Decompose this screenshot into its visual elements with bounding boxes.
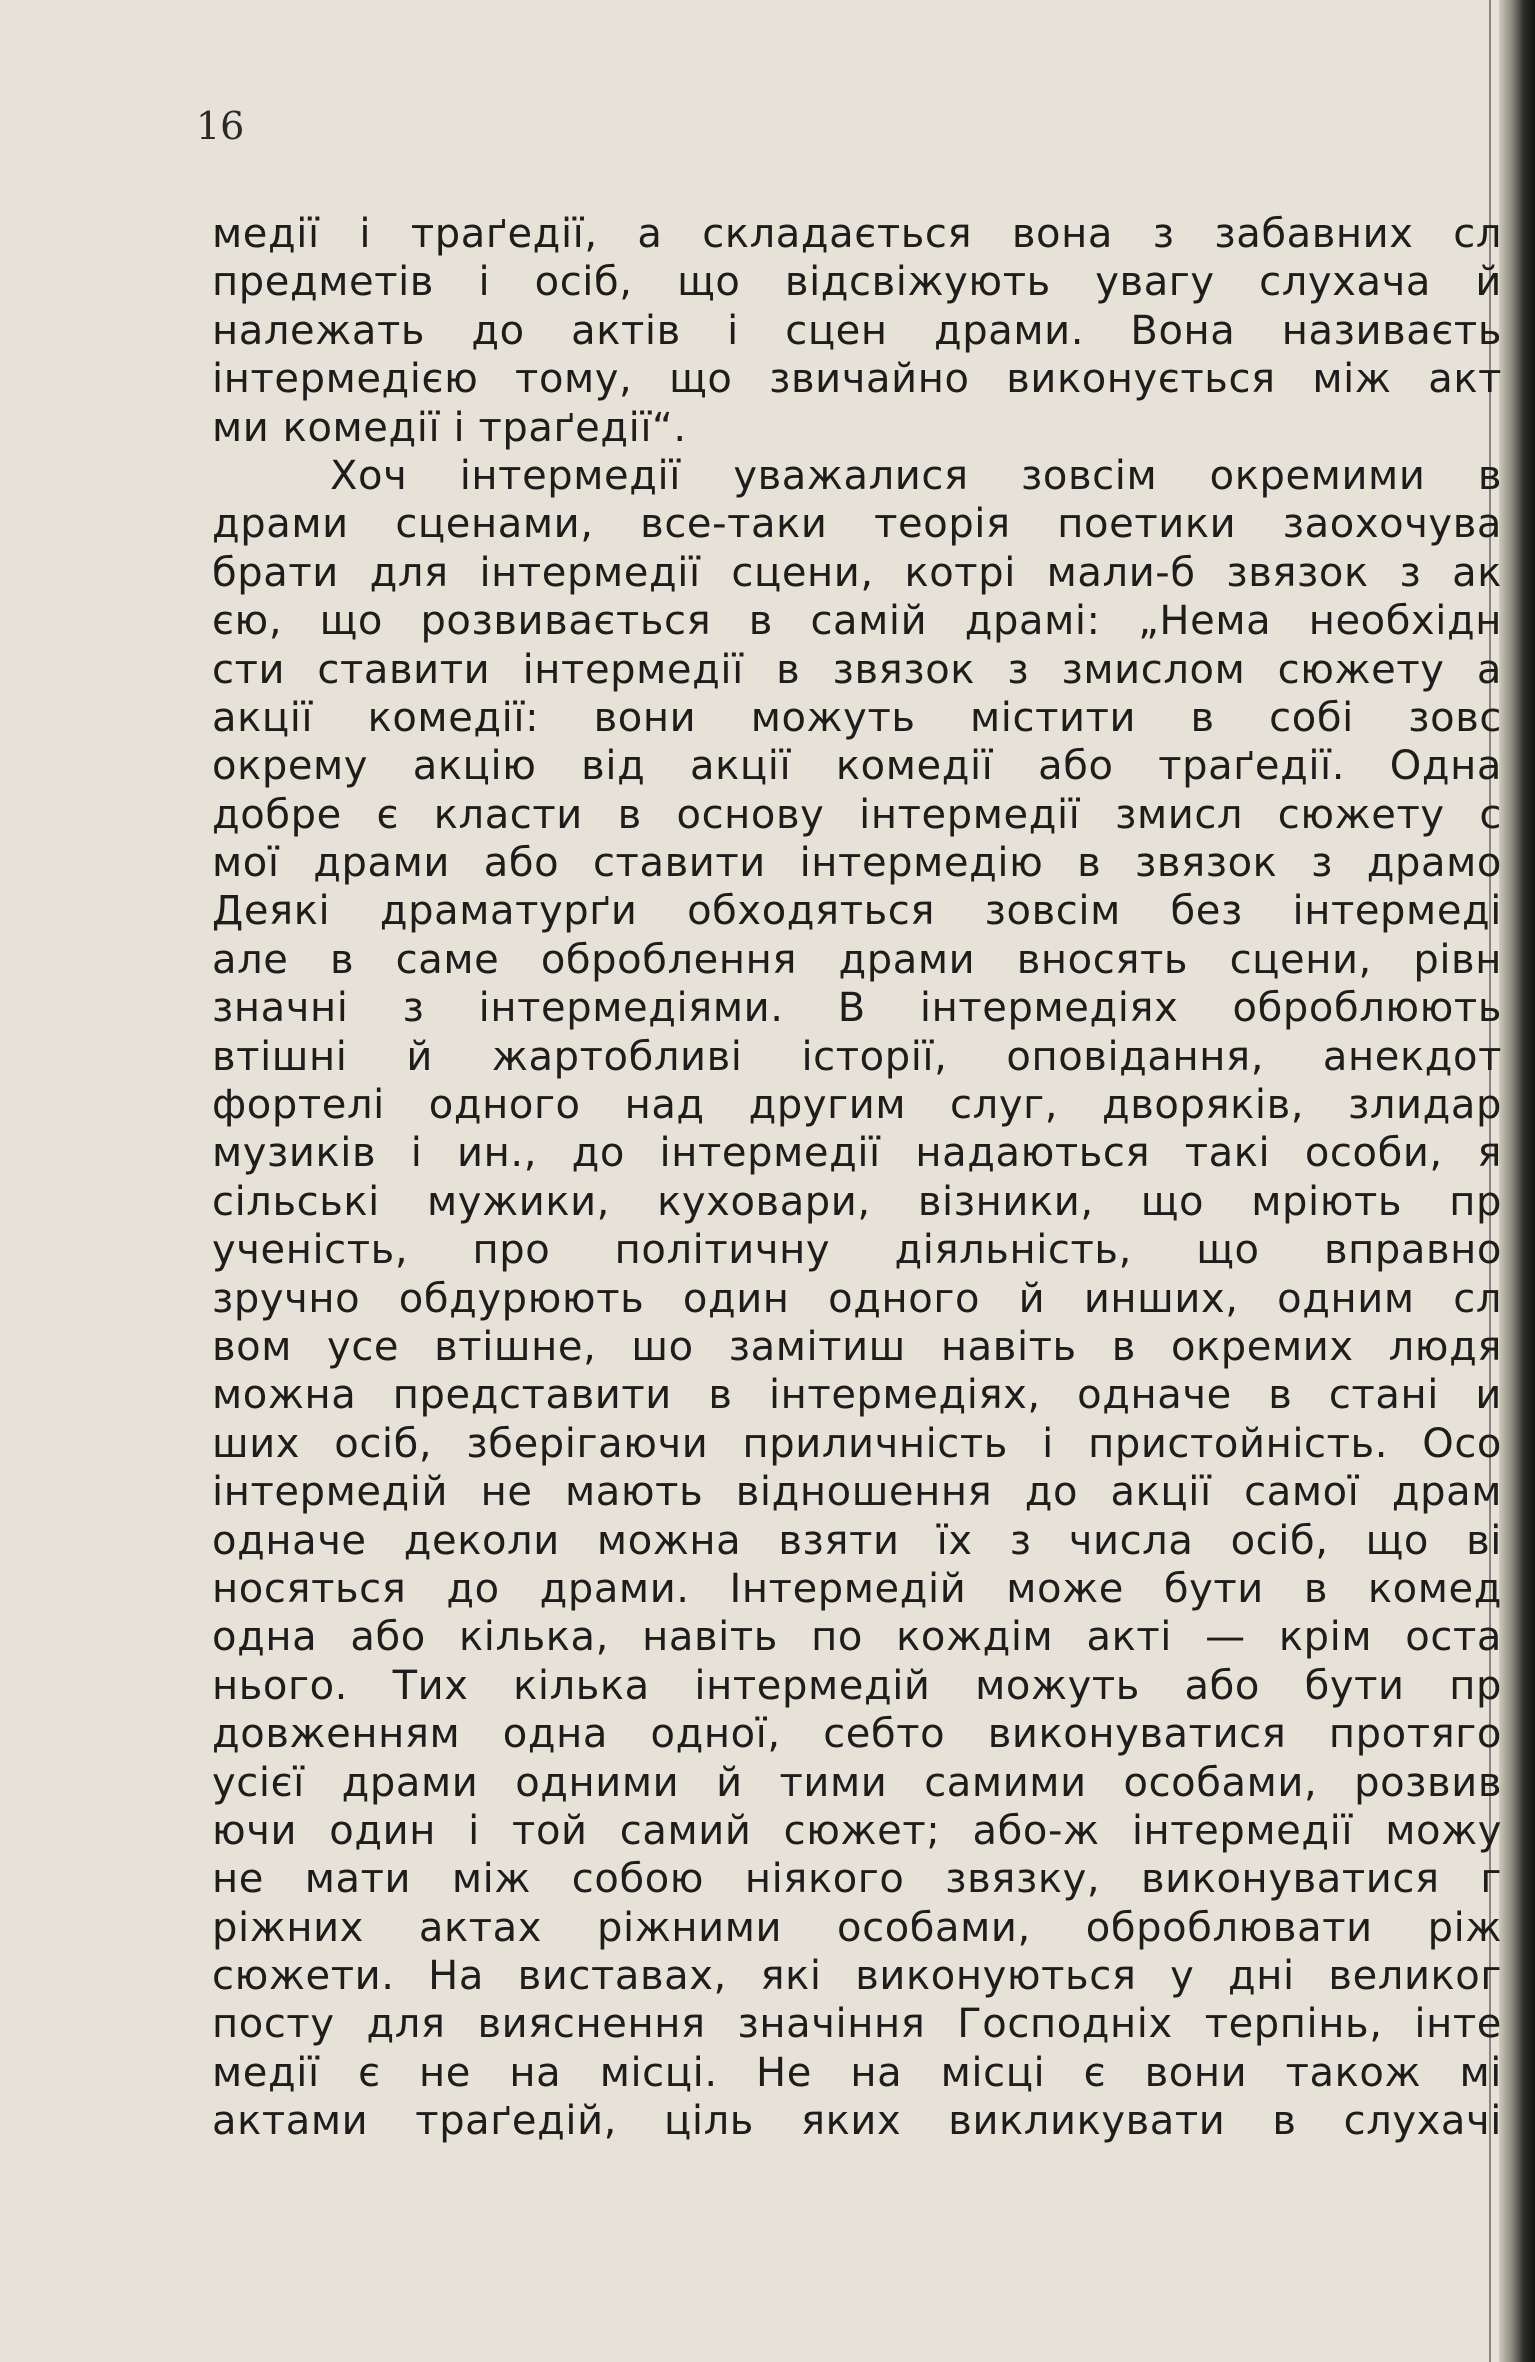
text-line: інтермедій не мають відношення до акції самої драм bbox=[212, 1469, 1502, 1516]
text-line: усієї драми одними й тими самими особами, розвив bbox=[212, 1759, 1502, 1806]
text-line: але в саме оброблення драми вносять сцени, рівн bbox=[212, 936, 1502, 983]
text-line: ми комедії і траґедії“. bbox=[212, 404, 687, 451]
page-number: 16 bbox=[196, 104, 245, 148]
text-line: окрему акцію від акції комедії або траґедії. Одна bbox=[212, 743, 1502, 790]
text-line: носяться до драми. Інтермедій може бути в комед bbox=[212, 1565, 1502, 1612]
text-line: брати для інтермедії сцени, котрі мали-б звязок з ак bbox=[212, 549, 1502, 596]
book-spine-shadow bbox=[1499, 0, 1535, 2362]
text-line: нього. Тих кілька інтермедій можуть або бути пр bbox=[212, 1662, 1502, 1709]
text-line: акції комедії: вони можуть містити в собі зовс bbox=[212, 694, 1502, 741]
text-line: медії є не на місці. Не на місці є вони також мі bbox=[212, 2049, 1502, 2096]
text-line: ючи один і той самий сюжет; або-ж інтермедії можу bbox=[212, 1807, 1502, 1854]
body-text bbox=[212, 210, 1502, 2146]
text-line: втішні й жартобливі історії, оповідання, анекдот bbox=[212, 1033, 1502, 1080]
text-line: зручно обдурюють один одного й инших, одним сл bbox=[212, 1275, 1502, 1322]
text-line: одна або кілька, навіть по кождім акті — крім оста bbox=[212, 1614, 1502, 1661]
text-line: сюжети. На виставах, які виконуються у дні великог bbox=[212, 1953, 1502, 2000]
text-line: ріжних актах ріжними особами, оброблювати ріж bbox=[212, 1904, 1502, 1951]
text-line: одначе деколи можна взяти їх з числа осіб, що ві bbox=[212, 1517, 1502, 1564]
text-line: сти ставити інтермедії в звязок з змислом сюжету а bbox=[212, 646, 1502, 693]
text-line: мої драми або ставити інтермедію в звязок з драмо bbox=[212, 840, 1502, 887]
text-line: Хоч інтермедії уважалися зовсім окремими в bbox=[330, 452, 1502, 499]
text-line: не мати між собою ніякого звязку, виконуватися г bbox=[212, 1856, 1502, 1903]
text-line: Деякі драматурґи обходяться зовсім без інтермеді bbox=[212, 888, 1502, 935]
text-line: актами траґедій, ціль яких викликувати в слухачі bbox=[212, 2098, 1502, 2145]
text-line: музиків і ин., до інтермедії надаються такі особи, я bbox=[212, 1130, 1502, 1177]
text-line: добре є класти в основу інтермедії змисл сюжету с bbox=[212, 791, 1502, 838]
text-line: предметів і осіб, що відсвіжують увагу слухача й bbox=[212, 259, 1502, 306]
text-line: належать до актів і сцен драми. Вона називаєть bbox=[212, 307, 1502, 354]
text-line: інтермедією тому, що звичайно виконується між акт bbox=[212, 356, 1502, 403]
text-line: сільські мужики, куховари, візники, що мріють пр bbox=[212, 1178, 1502, 1225]
text-line: ших осіб, зберігаючи приличність і пристойність. Осо bbox=[212, 1420, 1502, 1467]
text-line: можна представити в інтермедіях, одначе в стані и bbox=[212, 1372, 1502, 1419]
text-line: довженням одна одної, себто виконуватися протяго bbox=[212, 1711, 1502, 1758]
text-line: значні з інтермедіями. В інтермедіях оброблюють bbox=[212, 985, 1502, 1032]
text-line: ученість, про політичну діяльність, що вправно bbox=[212, 1227, 1502, 1274]
text-line: вом усе втішне, шо замітиш навіть в окремих людя bbox=[212, 1323, 1502, 1370]
text-line: драми сценами, все-таки теорія поетики заохочува bbox=[212, 501, 1502, 548]
text-line: фортелі одного над другим слуг, дворяків, злидар bbox=[212, 1082, 1502, 1129]
text-line: єю, що розвивається в самій драмі: „Нема необхідн bbox=[212, 598, 1502, 645]
text-line: медії і траґедії, а складається вона з забавних сл bbox=[212, 211, 1502, 257]
text-line: посту для вияснення значіння Господніх терпінь, інте bbox=[212, 2001, 1502, 2048]
